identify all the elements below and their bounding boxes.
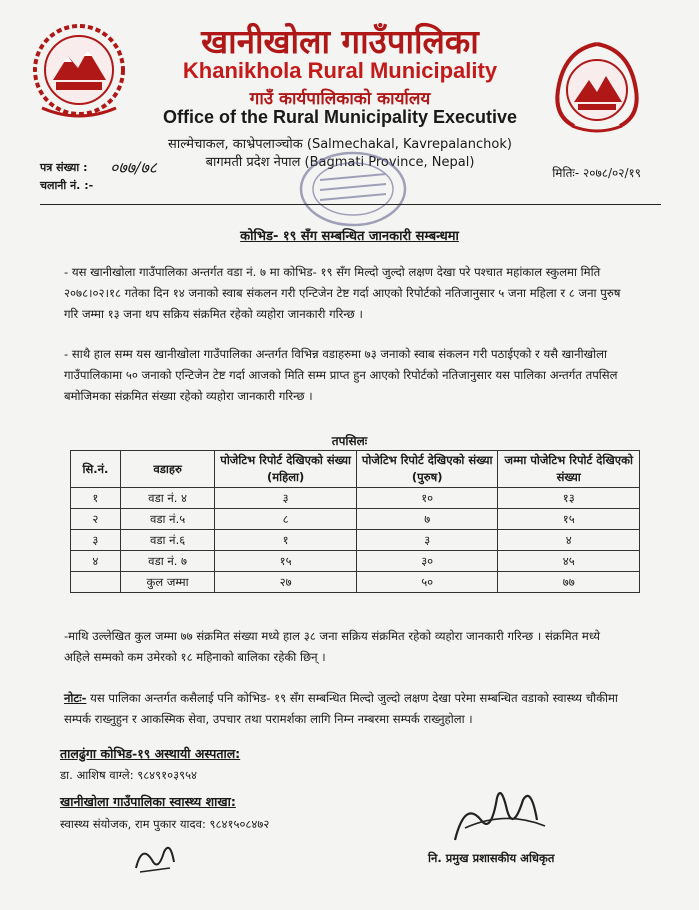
office-name-nepali: गाउँ कार्यपालिकाको कार्यालय: [249, 89, 431, 109]
paragraph-2: - साथै हाल सम्म यस खानीखोला गाउँपालिका अन्तर्गत विभिन्न वडाहरुमा ७३ जनाको स्वाब संकलन गरी पठाईएको र यसै खानीखोला गाउँपालिकामा ५० जनाको एन्टिजेन टेष्ट गर्दा आजको मिति सम्म प्राप्त हुन आएको रिपोर्टको नतिजानुसार यस पालिका अन्तर्गत तपसिल बमोजिमका संक्रमित संख्या रहेको व्यहोरा जानकारी गरिन्छ ।: [64, 347, 618, 403]
cases-table: [70, 450, 640, 593]
table-row: [71, 509, 640, 530]
hospital-contact: डा. आशिष वाग्ले: ९८४९१०३९५४: [60, 768, 198, 782]
note-label: नोटः-: [64, 691, 87, 705]
province: बागमती प्रदेश नेपाल (Bagmati Province, Nepal): [205, 155, 475, 170]
table-title: तपसिलः: [331, 434, 368, 448]
note-text: यस पालिका अन्तर्गत कसैलाई पनि कोभिड- १९ सँग सम्बन्धित मिल्दो जुल्दो लक्षण देखा परेमा सम्बन्धित वडाको स्वास्थ्य चौकीमा सम्पर्क राख्नुहुन र आकस्मिक सेवा, उपचार तथा परामर्शका लागि निम्न नम्बरमा सम्पर्क राख्नुहोला ।: [64, 691, 618, 726]
left-signature: [130, 838, 180, 878]
table-row: [71, 551, 640, 572]
cell-ward: वडा नं. ७: [120, 551, 215, 572]
patra-sankhya-label: पत्र संख्या :: [40, 161, 88, 174]
patra-sankhya-value: ०७७/७८: [110, 158, 157, 177]
cell-female: १५: [215, 551, 357, 572]
health-branch-contact: स्वास्थ्य संयोजक, राम पुकार यादव: ९८४१५०८४७२: [60, 817, 270, 831]
municipality-name-english: Khanikhola Rural Municipality: [182, 58, 498, 83]
officer-signature: [445, 780, 555, 850]
signature-designation: नि. प्रमुख प्रशासकीय अधिकृत: [428, 851, 555, 865]
cell-sn: ४: [71, 551, 121, 572]
paragraph-3: -माथि उल्लेखित कुल जम्मा ७७ संक्रमित संख्या मध्ये हाल ३८ जना सक्रिय संक्रमित रहेको व्यहोरा जानकारी गरिन्छ । संक्रमित मध्ये अहिले सम्मको कम उमेरको १८ महिनाको बालिका रहेकी छिन् ।: [64, 629, 600, 664]
col-header-male: पोजेटिभ रिपोर्ट देखिएको संख्या (पुरुष): [356, 451, 498, 488]
cell-female: ८: [215, 509, 357, 530]
cell-total-label: कुल जम्मा: [120, 572, 215, 593]
paragraph-1: - यस खानीखोला गाउँपालिका अन्तर्गत वडा नं. ७ मा कोभिड- १९ सँग मिल्दो जुल्दो लक्षण देखा परे पश्चात महांकाल स्कुलमा मिति २०७८।०२।१८ गतेका दिन १४ जनाको स्वाब संकलन गरी एन्टिजेन टेष्ट गर्दा आएको रिपोर्टको नतिजानुसार ५ जना महिला र ८ जना पुरुष गरि जम्मा १३ जना थप सक्रिय संक्रमित रहेको व्यहोरा जानकारी गरिन्छ ।: [64, 265, 621, 321]
header-divider: [40, 204, 661, 205]
cell-ward: वडा नं.६: [120, 530, 215, 551]
table-header-row: [71, 451, 640, 488]
col-header-sn: सि.नं.: [71, 451, 121, 488]
cell-sn: [71, 572, 121, 593]
cell-male: ३०: [356, 551, 498, 572]
cell-grand-total: ७७: [498, 572, 640, 593]
chalani-label: चलानी नं. :-: [40, 179, 94, 192]
municipality-name-nepali: खानीखोला गाउँपालिका: [201, 22, 479, 61]
cell-sn: २: [71, 509, 121, 530]
cell-female: १: [215, 530, 357, 551]
col-header-ward: वडाहरु: [120, 451, 215, 488]
hospital-title: तालढुंगा कोभिड-१९ अस्थायी अस्पताल:: [60, 746, 241, 761]
cell-male: १०: [356, 488, 498, 509]
cell-male-total: ५०: [356, 572, 498, 593]
cell-ward: वडा नं. ४: [120, 488, 215, 509]
letter-date: मितिः- २०७८/०२/१९: [552, 166, 641, 180]
cell-sn: १: [71, 488, 121, 509]
cell-ward: वडा नं.५: [120, 509, 215, 530]
cell-female: ३: [215, 488, 357, 509]
cell-sn: ३: [71, 530, 121, 551]
col-header-female: पोजेटिभ रिपोर्ट देखिएको संख्या (महिला): [215, 451, 357, 488]
table-row: [71, 530, 640, 551]
cell-total: १५: [498, 509, 640, 530]
letter-subject: कोभिड- १९ सँग सम्बन्धित जानकारी सम्बन्धमा: [240, 229, 459, 244]
table-row: [71, 488, 640, 509]
office-stamp: [298, 150, 408, 228]
cell-total: १३: [498, 488, 640, 509]
office-name-english: Office of the Rural Municipality Executive: [162, 107, 518, 127]
cell-total: ४: [498, 530, 640, 551]
municipality-emblem: [28, 18, 130, 123]
col-header-total: जम्मा पोजेटिभ रिपोर्ट देखिएको संख्या: [498, 451, 640, 488]
health-branch-title: खानीखोला गाउँपालिका स्वास्थ्य शाखा:: [60, 794, 236, 809]
table-total-row: [71, 572, 640, 593]
address: साल्मेचाकल, काभ्रेपलाञ्चोक (Salmechakal, Kavrepalanchok): [168, 137, 512, 152]
note-paragraph: [64, 688, 628, 730]
cell-female-total: २७: [215, 572, 357, 593]
cell-male: ७: [356, 509, 498, 530]
cell-total: ४५: [498, 551, 640, 572]
cell-male: ३: [356, 530, 498, 551]
